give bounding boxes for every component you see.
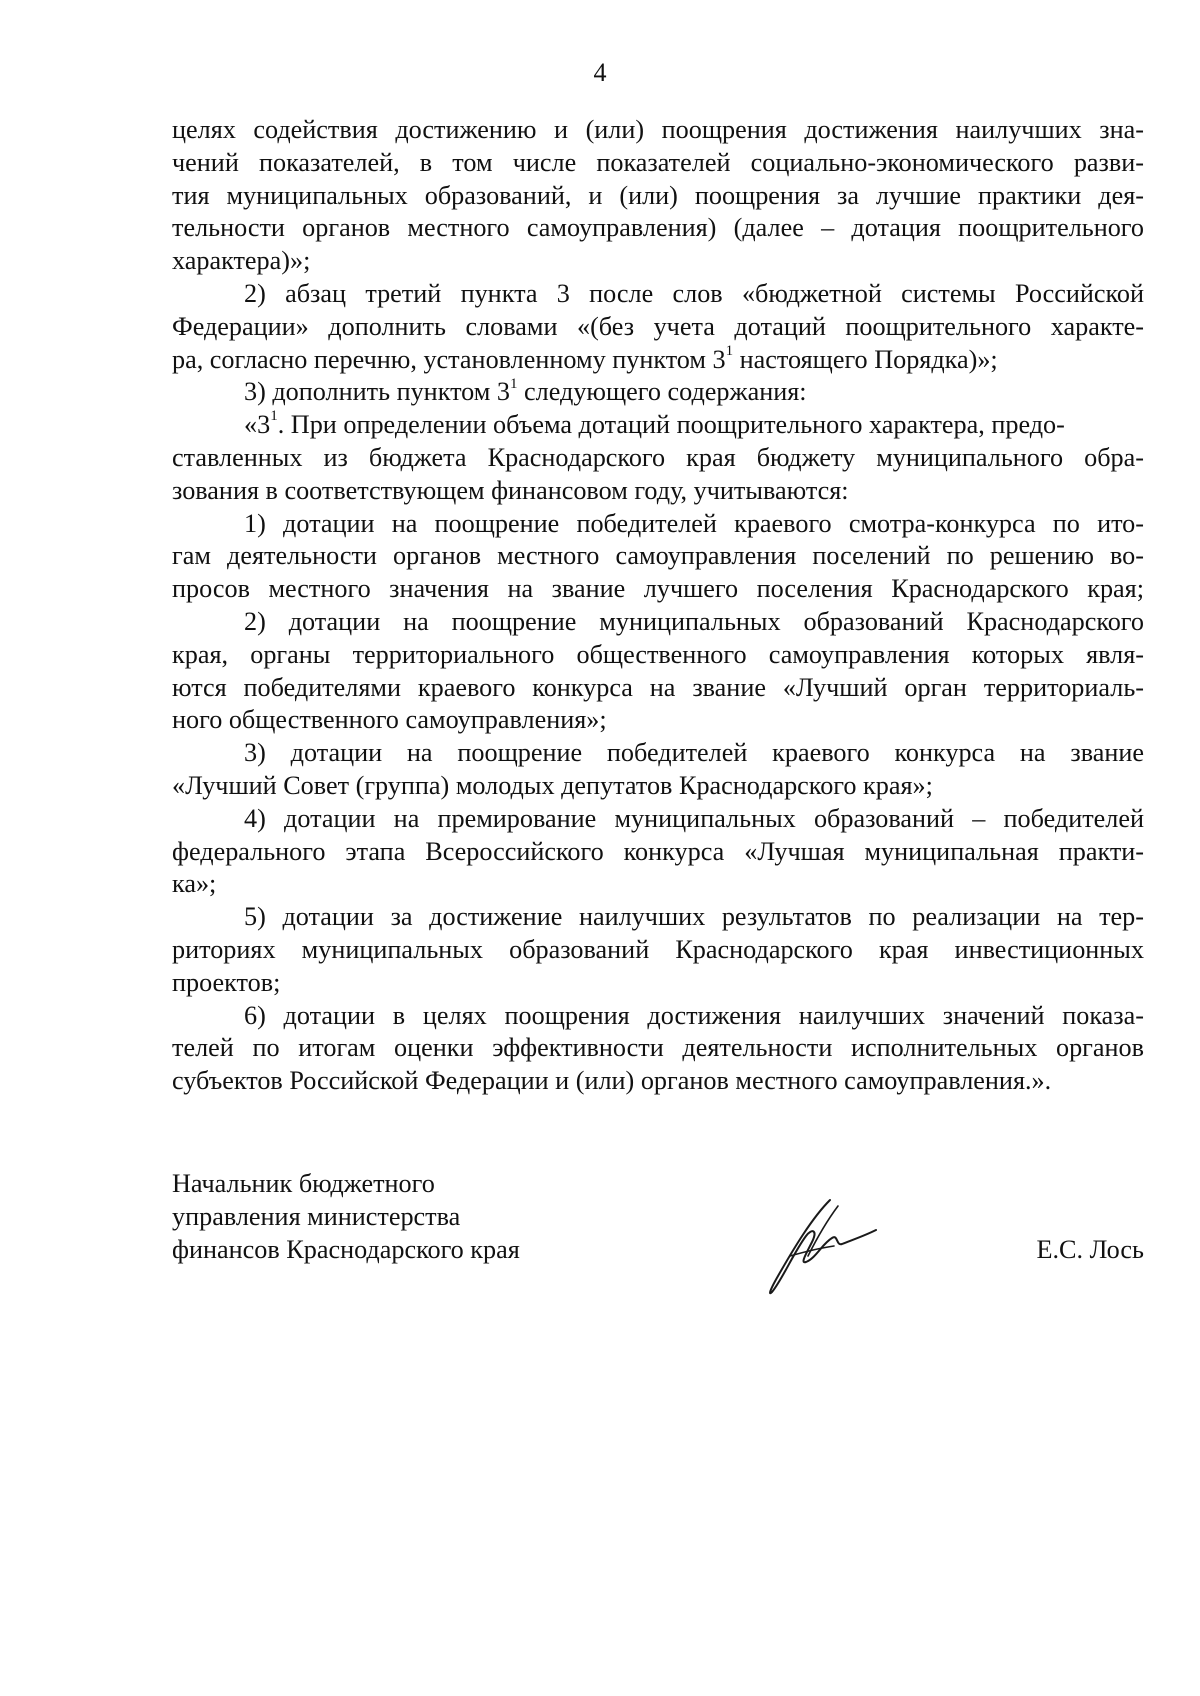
text-line: просов местного значения на звание лучшего поселения Краснодарского края; (172, 574, 1144, 604)
signatory-name: Е.С. Лось (1036, 1235, 1144, 1264)
text-line: зования в соответствующем финансовом году, учитываются: (172, 475, 849, 505)
text-line: проектов; (172, 967, 281, 997)
quoted-section-start (172, 409, 1144, 442)
superscript: 1 (725, 342, 734, 359)
list-item-3: 3) дотации на поощрение победителей краевого конкурса на звание (244, 738, 1144, 768)
text-line: гам деятельности органов местного самоуправления поселений по решению во- (172, 541, 1144, 571)
document-body (172, 114, 1144, 1098)
text-line: характера)»; (172, 246, 311, 276)
list-item-1: 1) дотации на поощрение победителей краевого смотра-конкурса по ито- (244, 508, 1144, 538)
text-line: целях содействия достижению и (или) поощрения достижения наилучших зна- (172, 115, 1144, 144)
text-fragment: «3 (244, 410, 271, 440)
text-line: тельности органов местного самоуправления) (далее – дотация поощрительного (172, 213, 1144, 243)
text-fragment: следующего содержания: (517, 377, 807, 407)
text-fragment: . При определении объема дотаций поощрительного характера, предо- (277, 410, 1065, 440)
text-line: тия муниципальных образований, и (или) поощрения за лучшие практики дея- (172, 180, 1144, 210)
list-item-5: 5) дотации за достижение наилучших результатов по реализации на тер- (244, 902, 1144, 932)
text-line: ются победителями краевого конкурса на звание «Лучший орган территориаль- (172, 672, 1144, 702)
superscript: 1 (270, 408, 278, 425)
text-line: федерального этапа Всероссийского конкурса «Лучшая муниципальная практи- (172, 836, 1144, 866)
text-fragment: настоящего Порядка)»; (733, 344, 998, 374)
signatory-title (172, 1167, 520, 1266)
page-number: 4 (593, 58, 607, 87)
text-line: «Лучший Совет (группа) молодых депутатов Краснодарского края»; (172, 770, 933, 800)
text-line: ка»; (172, 869, 217, 899)
signatory-title-line: финансов Краснодарского края (172, 1235, 520, 1264)
text-line: чений показателей, в том числе показателей социально-экономического разви- (172, 147, 1144, 177)
text-fragment: 3) дополнить пунктом 3 (244, 377, 510, 407)
text-line: Федерации» дополнить словами «(без учета дотаций поощрительного характе- (172, 311, 1144, 341)
text-line: ного общественного самоуправления»; (172, 705, 607, 735)
text-fragment: ра, согласно перечню, установленному пунктом 3 (172, 344, 726, 374)
text-line: ставленных из бюджета Краснодарского края бюджету муниципального обра- (172, 442, 1144, 472)
list-item-6: 6) дотации в целях поощрения достижения наилучших значений показа- (244, 1000, 1144, 1030)
list-item-4: 4) дотации на премирование муниципальных образований – победителей (244, 803, 1144, 833)
text-line: субъектов Российской Федерации и (или) органов местного самоуправления.». (172, 1066, 1052, 1096)
superscript: 1 (509, 375, 518, 392)
signatory-title-line: управления министерства (172, 1202, 461, 1231)
text-line (172, 344, 1144, 377)
paragraph-item-2: 2) абзац третий пункта 3 после слов «бюджетной системы Российской (244, 278, 1144, 308)
text-line: телей по итогам оценки эффективности деятельности исполнительных органов (172, 1033, 1144, 1063)
text-line: риториях муниципальных образований Краснодарского края инвестиционных (172, 934, 1144, 964)
handwritten-signature (760, 1196, 880, 1300)
signatory-title-line: Начальник бюджетного (172, 1169, 435, 1198)
text-line: края, органы территориального общественного самоуправления которых явля- (172, 639, 1144, 669)
paragraph-item-3 (172, 376, 1144, 409)
list-item-2: 2) дотации на поощрение муниципальных образований Краснодарского (244, 606, 1144, 636)
